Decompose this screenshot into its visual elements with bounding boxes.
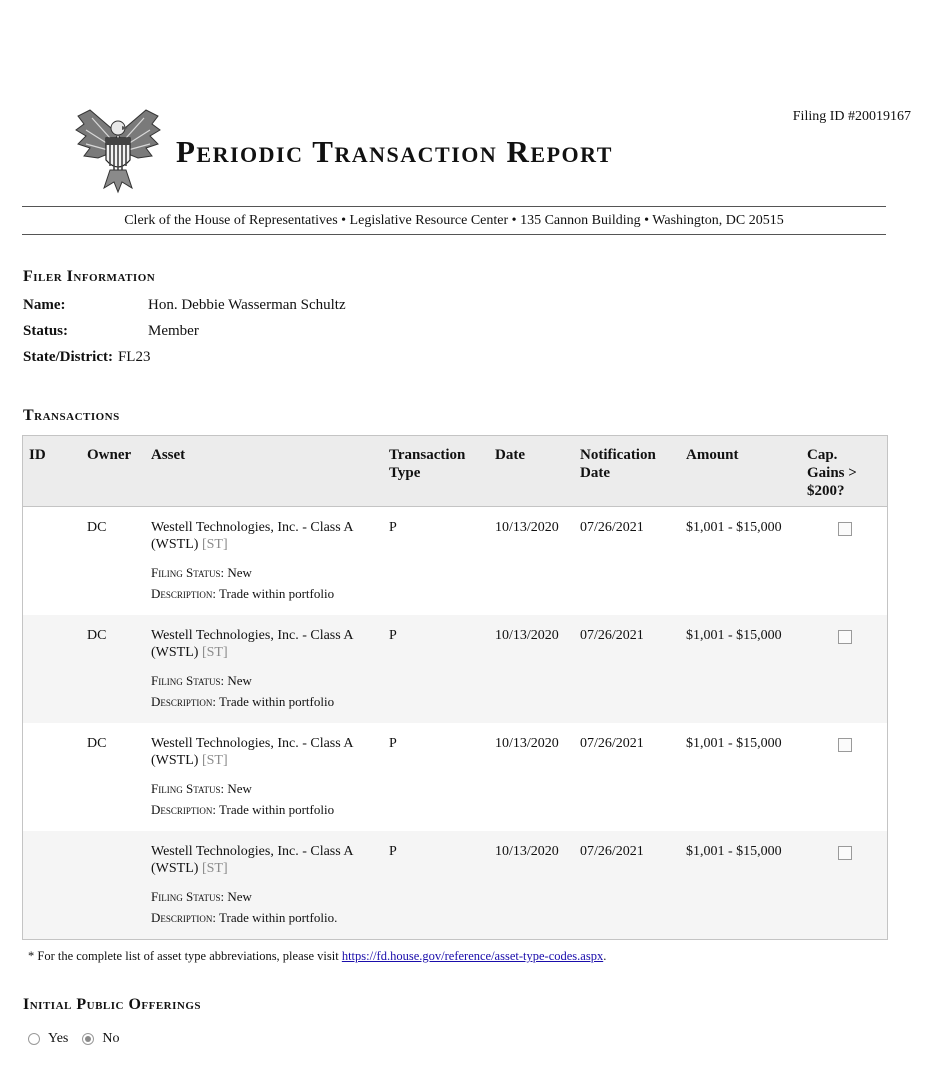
filing-status-value: New bbox=[227, 889, 252, 904]
col-asset-header: Asset bbox=[151, 447, 186, 463]
col-date-header: Date bbox=[495, 447, 525, 463]
col-transaction-type-header bbox=[389, 446, 465, 482]
asset-meta bbox=[151, 670, 391, 712]
description-line bbox=[151, 799, 391, 820]
filing-status-label: Filing Status: bbox=[151, 673, 225, 688]
asset-ticker-line bbox=[151, 752, 391, 769]
row-date: 10/13/2020 bbox=[495, 736, 559, 751]
row-amount: $1,001 - $15,000 bbox=[686, 628, 782, 643]
col-cap-gains-line3: $200? bbox=[807, 483, 845, 499]
row-amount: $1,001 - $15,000 bbox=[686, 736, 782, 751]
filer-status-label: Status: bbox=[23, 323, 69, 339]
asset-name: Westell Technologies, Inc. - Class A bbox=[151, 628, 354, 643]
filer-district-row bbox=[23, 349, 150, 366]
col-amount-header: Amount bbox=[686, 447, 739, 463]
report-header bbox=[70, 104, 710, 196]
row-notification-date: 07/26/2021 bbox=[580, 844, 644, 859]
row-asset bbox=[151, 735, 391, 820]
description-label: Description: bbox=[151, 802, 217, 817]
asset-ticker-line bbox=[151, 536, 391, 553]
cap-gains-checkbox-icon[interactable] bbox=[838, 846, 852, 860]
asset-ticker: (WSTL) bbox=[151, 861, 199, 876]
cap-gains-checkbox-icon[interactable] bbox=[838, 522, 852, 536]
footnote bbox=[28, 949, 606, 964]
report-title: Periodic Transaction Report bbox=[176, 134, 613, 169]
filing-status-label: Filing Status: bbox=[151, 889, 225, 904]
filer-name-row bbox=[23, 297, 346, 314]
description-label: Description: bbox=[151, 586, 217, 601]
table-header bbox=[23, 436, 887, 507]
row-transaction-type: P bbox=[389, 844, 397, 859]
asset-ticker: (WSTL) bbox=[151, 537, 199, 552]
col-transaction-type-line2: Type bbox=[389, 465, 421, 481]
row-owner: DC bbox=[87, 628, 107, 643]
filer-information-heading: Filer Information bbox=[23, 268, 156, 285]
filer-district-label: State/District: bbox=[23, 349, 113, 365]
filer-name-value: Hon. Debbie Wasserman Schultz bbox=[148, 297, 346, 313]
address-bar bbox=[22, 206, 886, 235]
ipo-heading: Initial Public Offerings bbox=[23, 996, 202, 1013]
row-asset bbox=[151, 519, 391, 604]
cap-gains-checkbox-icon[interactable] bbox=[838, 738, 852, 752]
row-notification-date: 07/26/2021 bbox=[580, 628, 644, 643]
asset-type-code: [ST] bbox=[201, 753, 228, 768]
ipo-no-label: No bbox=[102, 1031, 120, 1046]
transactions-heading: Transactions bbox=[23, 407, 120, 424]
asset-ticker-line bbox=[151, 644, 391, 661]
table-row bbox=[23, 831, 887, 939]
filing-id: Filing ID #20019167 bbox=[792, 109, 911, 124]
row-date: 10/13/2020 bbox=[495, 628, 559, 643]
description-value: Trade within portfolio bbox=[219, 802, 335, 817]
row-transaction-type: P bbox=[389, 520, 397, 535]
filer-status-value: Member bbox=[148, 323, 199, 339]
filer-status-row bbox=[23, 323, 199, 340]
transactions-table bbox=[22, 435, 888, 940]
row-asset bbox=[151, 627, 391, 712]
col-cap-gains-line1: Cap. bbox=[807, 447, 838, 463]
row-notification-date: 07/26/2021 bbox=[580, 736, 644, 751]
filing-status-value: New bbox=[227, 781, 252, 796]
asset-name: Westell Technologies, Inc. - Class A bbox=[151, 520, 354, 535]
table-row bbox=[23, 723, 887, 831]
ipo-yes-radio-icon[interactable] bbox=[28, 1033, 40, 1045]
row-transaction-type: P bbox=[389, 628, 397, 643]
description-value: Trade within portfolio. bbox=[219, 910, 338, 925]
row-transaction-type: P bbox=[389, 736, 397, 751]
row-owner: DC bbox=[87, 520, 107, 535]
cap-gains-checkbox-icon[interactable] bbox=[838, 630, 852, 644]
filing-status-line bbox=[151, 886, 391, 907]
filing-status-value: New bbox=[227, 673, 252, 688]
description-label: Description: bbox=[151, 694, 217, 709]
row-owner: DC bbox=[87, 736, 107, 751]
filing-status-label: Filing Status: bbox=[151, 781, 225, 796]
row-amount: $1,001 - $15,000 bbox=[686, 844, 782, 859]
address-line: Clerk of the House of Representatives • Legislative Resource Center • 135 Cannon Building • Washington, DC 20515 bbox=[124, 212, 784, 228]
col-transaction-type-line1: Transaction bbox=[389, 447, 466, 463]
asset-meta bbox=[151, 778, 391, 820]
asset-meta bbox=[151, 886, 391, 928]
description-line bbox=[151, 907, 391, 928]
row-date: 10/13/2020 bbox=[495, 844, 559, 859]
row-asset bbox=[151, 843, 391, 928]
asset-type-code: [ST] bbox=[201, 537, 228, 552]
footnote-text: * For the complete list of asset type abbreviations, please visit bbox=[28, 949, 339, 963]
col-cap-gains-header bbox=[807, 446, 857, 500]
filing-status-value: New bbox=[227, 565, 252, 580]
asset-ticker: (WSTL) bbox=[151, 645, 199, 660]
filer-district-value: FL23 bbox=[117, 349, 151, 365]
description-value: Trade within portfolio bbox=[219, 694, 335, 709]
col-id-header: ID bbox=[29, 447, 46, 463]
ipo-radio-group bbox=[28, 1031, 134, 1047]
col-cap-gains-line2: Gains > bbox=[807, 465, 857, 481]
col-notification-date-line2: Date bbox=[580, 465, 610, 481]
asset-type-code: [ST] bbox=[201, 861, 228, 876]
table-row bbox=[23, 507, 887, 615]
asset-ticker: (WSTL) bbox=[151, 753, 199, 768]
description-value: Trade within portfolio bbox=[219, 586, 335, 601]
eagle-seal-icon bbox=[70, 104, 166, 196]
description-line bbox=[151, 583, 391, 604]
ipo-no-radio-icon[interactable] bbox=[82, 1033, 94, 1045]
filing-status-label: Filing Status: bbox=[151, 565, 225, 580]
col-notification-date-header bbox=[580, 446, 656, 482]
footnote-end: . bbox=[603, 949, 607, 963]
row-date: 10/13/2020 bbox=[495, 520, 559, 535]
filer-name-label: Name: bbox=[23, 297, 66, 313]
row-amount: $1,001 - $15,000 bbox=[686, 520, 782, 535]
asset-name: Westell Technologies, Inc. - Class A bbox=[151, 736, 354, 751]
col-notification-date-line1: Notification bbox=[580, 447, 656, 463]
asset-ticker-line bbox=[151, 860, 391, 877]
ipo-yes-label: Yes bbox=[48, 1031, 69, 1046]
col-owner-header: Owner bbox=[87, 447, 132, 463]
description-label: Description: bbox=[151, 910, 217, 925]
asset-type-codes-link[interactable]: https://fd.house.gov/reference/asset-type-codes.aspx bbox=[341, 949, 604, 963]
row-notification-date: 07/26/2021 bbox=[580, 520, 644, 535]
asset-name: Westell Technologies, Inc. - Class A bbox=[151, 844, 354, 859]
asset-meta bbox=[151, 562, 391, 604]
filing-status-line bbox=[151, 778, 391, 799]
filing-status-line bbox=[151, 670, 391, 691]
table-row bbox=[23, 615, 887, 723]
asset-type-code: [ST] bbox=[201, 645, 228, 660]
filing-status-line bbox=[151, 562, 391, 583]
description-line bbox=[151, 691, 391, 712]
